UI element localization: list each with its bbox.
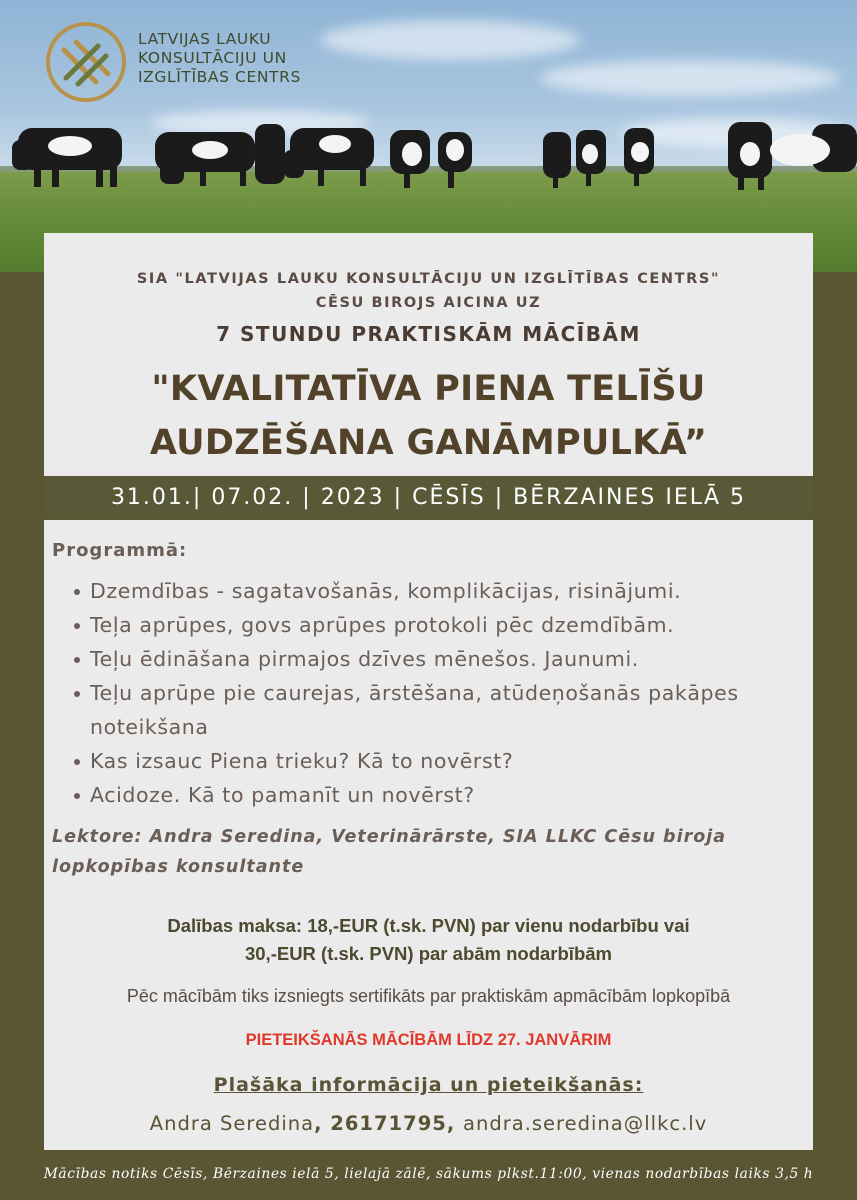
contact-phone[interactable]: 26171795: [330, 1112, 447, 1135]
program-item-text: Teļu aprūpe pie caurejas, ārstēšana, atūdeņošanās pakāpes: [90, 681, 739, 705]
footer-note: Mācības notiks Cēsīs, Bērzaines ielā 5, lielajā zālē, sākums plkst.11:00, vienas nodarbības laiks 3,5 h: [43, 1166, 814, 1182]
program-item-continuation: noteikšana: [90, 715, 209, 739]
intro-line-2: CĒSU BIROJS AICINA UZ: [315, 295, 542, 311]
lecturer-info: [52, 822, 792, 882]
cow-herd-illustration: [0, 110, 857, 200]
participation-fee: [44, 912, 813, 968]
contact-line: [44, 1112, 813, 1135]
course-title-line-2: AUDZĒŠANA GANĀMPULKĀ”: [149, 423, 708, 463]
intro-line-1: SIA "LATVIJAS LAUKU KONSULTĀCIJU UN IZGLĪTĪBAS CENTRS": [136, 271, 721, 287]
contact-name: Andra Seredina: [149, 1112, 315, 1135]
course-subtitle: 7 STUNDU PRAKTISKĀM MĀCĪBĀM: [216, 322, 641, 346]
lecturer-line-2: lopkopības konsultante: [52, 857, 305, 877]
program-list: [72, 574, 812, 812]
program-item: Acidoze. Kā to pamanīt un novērst?: [72, 778, 812, 812]
contact-sep-2: ,: [446, 1112, 464, 1135]
contact-email[interactable]: andra.seredina@llkc.lv: [463, 1112, 708, 1135]
event-date-location: 31.01.| 07.02. | 2023 | CĒSĪS | BĒRZAINES IELĀ 5: [44, 477, 813, 519]
program-heading: Programmā:: [52, 540, 188, 561]
program-item: Teļa aprūpes, govs aprūpes protokoli pēc dzemdībām.: [72, 608, 812, 642]
registration-deadline: PIETEIKŠANĀS MĀCĪBĀM LĪDZ 27. JANVĀRIM: [245, 1031, 612, 1049]
program-item: Teļu ēdināšana pirmajos dzīves mēnešos. Jaunumi.: [72, 642, 812, 676]
logo-line-2: KONSULTĀCIJU UN: [138, 49, 287, 67]
details-panel: [44, 520, 813, 1150]
fee-line-2: 30,-EUR (t.sk. PVN) par abām nodarbībām: [244, 943, 612, 964]
logo-line-1: LATVIJAS LAUKU: [138, 30, 272, 48]
fee-line-1: Dalības maksa: 18,-EUR (t.sk. PVN) par vienu nodarbību vai: [167, 915, 690, 936]
course-title-line-1: "KVALITATĪVA PIENA TELĪŠU: [151, 369, 706, 409]
hero-photo: [0, 0, 857, 272]
lecturer-line-1: Lektore: Andra Seredina, Veterinārārste, SIA LLKC Cēsu biroja: [52, 827, 727, 847]
certificate-note: Pēc mācībām tiks izsniegts sertifikāts par praktiskām apmācībām lopkopībā: [126, 986, 731, 1006]
program-item: Kas izsauc Piena trieku? Kā to novērst?: [72, 744, 812, 778]
more-info-heading: Plašāka informācija un pieteikšanās:: [213, 1074, 644, 1096]
program-item: Dzemdības - sagatavošanās, komplikācijas, risinājumi.: [72, 574, 812, 608]
header-panel: [44, 233, 813, 476]
logo-line-3: IZGLĪTĪBAS CENTRS: [138, 68, 301, 86]
program-item: [72, 676, 812, 744]
contact-sep-1: ,: [314, 1112, 331, 1135]
logo-text: [138, 30, 301, 87]
llkc-logo-icon: [44, 20, 128, 104]
